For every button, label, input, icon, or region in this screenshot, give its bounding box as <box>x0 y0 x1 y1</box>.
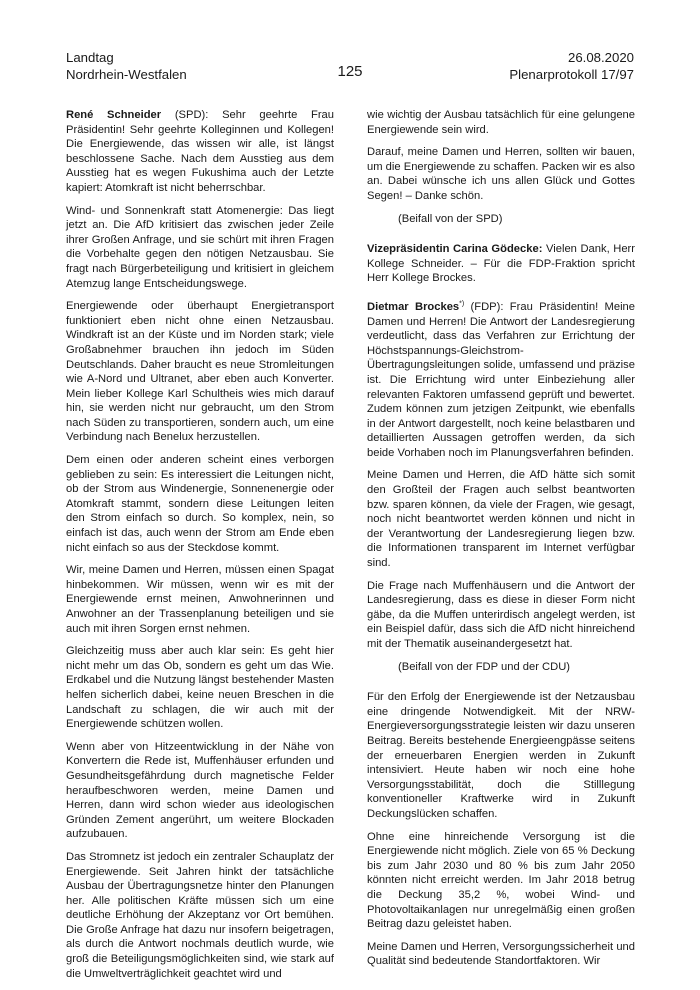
speaker-name: Vizepräsidentin Carina Gödecke: <box>367 243 543 256</box>
header-protocol: Plenarprotokoll 17/97 <box>509 67 634 82</box>
header-org-line2: Nordrhein-Westfalen <box>66 67 187 82</box>
speech-text: (FDP): Frau Präsidentin! Meine Damen und Herren! Die Antwort der Landesregierung verdeutlicht, dass das Verfahren zur Errichtung der Höchstspannungs-Gleichstrom-Übertragungsleitungen solide, umfassend und präzise ist. Die Errichtung wird unter Einbeziehung aller relevanten Faktoren umfassend geprüft und bewertet. Zudem können zum jetzigen Zeitpunkt, wie ebenfalls in der Antwort dargestellt, noch keine belastbaren und detaillierten Aussagen getroffen werden, da sich beide Vorhaben noch im Planungsverfahren befinden. <box>367 300 635 459</box>
header-right <box>509 49 634 83</box>
left-column <box>66 108 334 989</box>
applause-note: (Beifall von der SPD) <box>398 212 503 225</box>
paragraph: Meine Damen und Herren, Versorgungssicherheit und Qualität sind bedeutende Standortfaktoren. Wir <box>367 940 635 968</box>
right-column <box>367 108 635 977</box>
page-number: 125 <box>337 63 363 80</box>
header-date: 26.08.2020 <box>567 50 634 65</box>
speech-text: (SPD): Sehr geehrte Frau Präsidentin! Sehr geehrte Kolleginnen und Kollegen! Die Energiewende, das wissen wir alle, ist längst beschlossene Sache. Nach dem Ausstieg aus dem Ausstieg hat es wegen Fukushima auch der Letzte kapiert: Atomkraft ist nicht beherrschbar. <box>66 109 335 194</box>
speaker-name: Dietmar Brockes <box>367 300 460 313</box>
paragraph: Wenn aber von Hitzeentwicklung in der Nähe von Konvertern die Rede ist, Muffenhäuser erfunden und Gesundheitsgefährdung durch magnetische Felder heraufbeschworen werden, meine Damen und Herren, dann wird schon wieder aus ideologischen Gründen Zement angerührt, um weitere Blockaden aufzubauen. <box>66 740 334 841</box>
paragraph: Die Frage nach Muffenhäusern und die Antwort der Landesregierung, dass es diese in dieser Form nicht gäbe, da die Muffen unterirdisch angelegt werden, ist ein Beispiel dafür, dass sich die AfD nicht hinreichend mit der Thematik auseinandergesetzt hat. <box>367 579 635 650</box>
page-header <box>66 49 634 89</box>
paragraph: Wind- und Sonnenkraft statt Atomenergie: Das liegt jetzt an. Die AfD kritisiert das zwischen jeder Zeile ihrer Großen Anfrage, und sie schürt mit ihren Fragen die Vorbehalte gegen den nötigen Netzausbau. Sie fragt nach Bürgerbeteiligung und kritisiert in gleichem Atemzug lange Entscheidungswege. <box>66 204 334 290</box>
footnote-marker: *) <box>459 300 465 308</box>
paragraph: Gleichzeitig muss aber auch klar sein: Es geht hier nicht mehr um das Ob, sondern es geht um das Wie. Erdkabel und die Nutzung längst bestehender Masten helfen sicherlich dabei, keine neuen Breschen in die Landschaft zu schlagen, die wir auch mit der Energiewende schützen wollen. <box>66 645 334 731</box>
paragraph: wie wichtig der Ausbau tatsächlich für eine gelungene Energiewende sein wird. <box>367 109 635 136</box>
paragraph: Für den Erfolg der Energiewende ist der Netzausbau eine dringende Notwendigkeit. Mit der NRW-Energieversorgungsstrategie leisten wir dazu unseren Beitrag. Bereits bestehende Energieengpässe seitens der erneuerbaren Energien werden in Zukunft intensiviert. Heute haben wir noch eine hohe Versorgungsstabilität, doch die Stilllegung konventioneller Kraftwerke wird in Zukunft Deckungslücken schaffen. <box>367 691 635 820</box>
paragraph: Energiewende oder überhaupt Energietransport funktioniert eben nicht ohne einen Netzausbau. Windkraft ist an der Küste und im Norden stark; viele Großabnehmer brauchen ihn jedoch im Süden Deutschlands. Daher braucht es neue Stromleitungen wie A-Nord und Ultranet, aber eben auch Konverter. Mein lieber Kollege Karl Schultheis wies mich darauf hin, sie werden nicht nur gebraucht, um den Strom nach Süden zu transportieren, sondern auch, um eine Verbindung nach Benelux herzustellen. <box>66 300 334 444</box>
paragraph <box>367 300 635 461</box>
paragraph: Das Stromnetz ist jedoch ein zentraler Schauplatz der Energiewende. Seit Jahren hinkt der tatsächliche Ausbau der Übertragungsnetze hinter den Planungen her. Alle politischen Kräfte müssen sich um eine deutliche Erhöhung der Akzeptanz vor Ort bemühen. Die Große Anfrage hat dazu nur insofern beigetragen, als durch die Antwort nochmals deutlich wurde, wie groß die Beteiligungsmöglichkeiten sind, wie stark auf die Umweltverträglichkeit geachtet wird und <box>66 850 334 980</box>
paragraph <box>66 108 334 196</box>
paragraph: Meine Damen und Herren, die AfD hätte sich somit den Großteil der Fragen auch selbst beantworten bzw. sparen können, da viele der Fragen, wie gesagt, noch nicht beantwortet werden können und nicht in der Verantwortung der Landesregierung liegen bzw. die Informationen transparent im Internet verfügbar sind. <box>367 469 635 570</box>
paragraph: Dem einen oder anderen scheint eines verborgen geblieben zu sein: Es interessiert die Leitungen nicht, ob der Strom aus Windenergie, Sonnenenergie oder Atomkraft stammt, sondern diese Leitungen leiten den Strom einfach so durch. So komplex, nein, so einfach ist das, auch wenn der Strom am Ende eben nicht einfach so aus der Steckdose kommt. <box>66 454 334 554</box>
applause-note: (Beifall von der FDP und der CDU) <box>398 660 571 673</box>
paragraph: Darauf, meine Damen und Herren, sollten wir bauen, um die Energiewende zu schaffen. Packen wir es also an. Dabei wünsche ich uns allen Glück und Gottes Segen! – Danke schön. <box>367 146 635 202</box>
header-org-line1: Landtag <box>66 50 114 65</box>
speech-text: Vielen Dank, Herr Kollege Schneider. – Für die FDP-Fraktion spricht Herr Kollege Brockes. <box>367 243 635 285</box>
paragraph: Ohne eine hinreichende Versorgung ist die Energiewende nicht möglich. Ziele von 65 % Deckung bis zum Jahr 2030 und 80 % bis zum Jahr 2050 könnten nicht erreicht werden. Im Jahr 2018 betrug die Deckung 35,2 %, wobei Wind- und Photovoltaikanlagen nur unregelmäßig einen großen Beitrag dazu geleistet haben. <box>367 830 635 931</box>
paragraph <box>367 242 635 286</box>
paragraph: Wir, meine Damen und Herren, müssen einen Spagat hinbekommen. Wir müssen, wenn wir es mit der Energiewende ernst meinen, Anwohnerinnen und Anwohner an der Trassenplanung beteiligen und sie auch mit ihren Sorgen ernst nehmen. <box>66 564 334 635</box>
speaker-name: René Schneider <box>66 109 162 121</box>
